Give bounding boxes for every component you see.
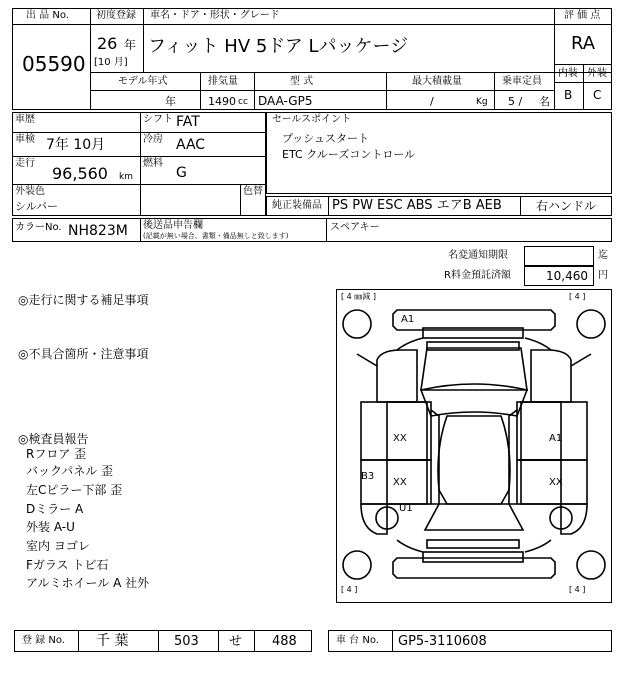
capacity-unit: 名	[539, 95, 550, 108]
interior-label: 内装	[558, 68, 578, 79]
inspector-item-5: 外装 A-U	[26, 520, 75, 534]
model-label: 型 式	[290, 76, 314, 87]
steering-value: 右ハンドル	[536, 199, 597, 213]
shift-label: シフト	[143, 114, 173, 125]
inspector-item-4: Dミラー A	[26, 502, 84, 516]
tire-br: [ 4 ]	[569, 585, 586, 594]
displacement-unit: cc	[238, 97, 248, 107]
mark-right-front-door: A1	[549, 433, 563, 444]
mileage-value: 96,560	[52, 164, 108, 183]
after-items-label: 後送品申告欄	[143, 220, 203, 231]
reg-label: 登 録 No.	[22, 635, 65, 646]
score-label: 評 価 点	[564, 10, 601, 21]
reg-kana: せ	[229, 634, 243, 649]
ext-color-value: シルバー	[15, 200, 58, 213]
car-name: フィット HV 5ドア Lパッケージ	[148, 36, 409, 57]
exterior-grade: C	[593, 88, 602, 102]
shift-value: FAT	[176, 114, 200, 130]
exterior-label: 外装	[587, 68, 607, 79]
car-outline-svg	[337, 290, 611, 602]
first-reg-label: 初度登録	[96, 10, 136, 21]
interior-grade: B	[564, 88, 573, 102]
tire-bl: [ 4 ]	[341, 585, 358, 594]
name-change-unit: 迄	[598, 250, 608, 261]
chassis-number: GP5-3110608	[398, 634, 487, 649]
fuel-value: G	[176, 165, 187, 181]
after-items-note: (記載が無い場合、書類・備品無しと致します)	[143, 232, 289, 240]
ext-color-label: 外装色	[15, 186, 45, 197]
inspection-label: 車検	[15, 134, 35, 145]
reg-class: 503	[174, 634, 199, 649]
mark-front-bumper: A1	[401, 314, 415, 325]
inspector-item-2: バックパネル 歪	[26, 464, 114, 478]
ac-label: 冷房	[143, 134, 163, 145]
inspector-item-7: Fガラス トビ石	[26, 558, 109, 572]
mileage-label: 走行	[15, 158, 35, 169]
inspector-item-3: 左Cピラー下部 歪	[26, 483, 123, 497]
color-change-label: 色替	[243, 186, 263, 197]
mileage-unit: km	[119, 172, 133, 182]
carname-label: 車名・ドア・形状・グレード	[150, 10, 280, 21]
reg-year: 26	[97, 34, 118, 53]
reg-year-unit: 年	[124, 38, 137, 52]
mark-left-rocker: U1	[399, 503, 413, 514]
reg-number: 488	[272, 634, 297, 649]
equipment-value: PS PW ESC ABS エアB AEB	[332, 198, 502, 213]
equipment-label: 純正装備品	[272, 200, 322, 211]
inspector-item-8: アルミホイール A 社外	[26, 576, 150, 590]
model-year-label: モデル年式	[118, 76, 168, 87]
after-items-value: スペアキー	[330, 222, 380, 233]
reg-month: [10 月]	[94, 57, 128, 68]
recycle-amount: 10,460	[546, 269, 588, 283]
max-load-unit: Kg	[476, 97, 488, 107]
displacement-value: 1490	[208, 95, 236, 108]
car-diagram	[336, 289, 612, 603]
lot-label: 出 品 No.	[26, 10, 69, 21]
tire-tl: [ 4 ㎜減 ]	[341, 292, 376, 301]
chassis-label: 車 台 No.	[336, 635, 379, 646]
displacement-label: 排気量	[208, 76, 238, 87]
model-year-unit: 年	[165, 95, 176, 108]
sales-point-1: プッシュスタート	[282, 132, 370, 145]
overall-score: RA	[571, 33, 596, 54]
inspector-item-1: Rフロア 歪	[26, 447, 87, 461]
color-no-label: カラーNo.	[15, 222, 62, 233]
recycle-unit: 円	[598, 270, 608, 281]
capacity-value: 5 /	[508, 95, 523, 108]
inspection-value: 7年 10月	[46, 137, 106, 153]
inspector-label: ◎検査員報告	[18, 432, 89, 446]
lot-number: 05590	[22, 52, 86, 76]
sales-point-2: ETC クルーズコントロール	[282, 148, 416, 161]
capacity-label: 乗車定員	[502, 76, 542, 87]
driving-notes-label: ◎走行に関する補足事項	[18, 293, 149, 307]
reg-region: 千 葉	[96, 633, 129, 649]
max-load-value: /	[430, 95, 434, 108]
defects-label: ◎不具合箇所・注意事項	[18, 347, 149, 361]
name-change-label: 名変通知期限	[448, 250, 508, 261]
sales-point-label: セールスポイント	[272, 114, 352, 125]
name-change-box	[524, 246, 594, 266]
recycle-label: R料金預託済額	[444, 270, 511, 281]
mark-left-rear-door: XX	[393, 477, 407, 488]
fuel-label: 燃料	[143, 158, 163, 169]
tire-tr: [ 4 ]	[569, 292, 586, 301]
ac-value: AAC	[176, 137, 206, 153]
color-no-value: NH823M	[68, 223, 128, 239]
model-code: DAA-GP5	[258, 94, 313, 108]
inspector-item-6: 室内 ヨゴレ	[26, 539, 90, 553]
mark-left-quarter: B3	[361, 471, 375, 482]
max-load-label: 最大積載量	[412, 76, 462, 87]
mark-left-front-door: XX	[393, 433, 407, 444]
mark-right-rear-door: XX	[549, 477, 563, 488]
history-label: 車歴	[15, 114, 35, 125]
